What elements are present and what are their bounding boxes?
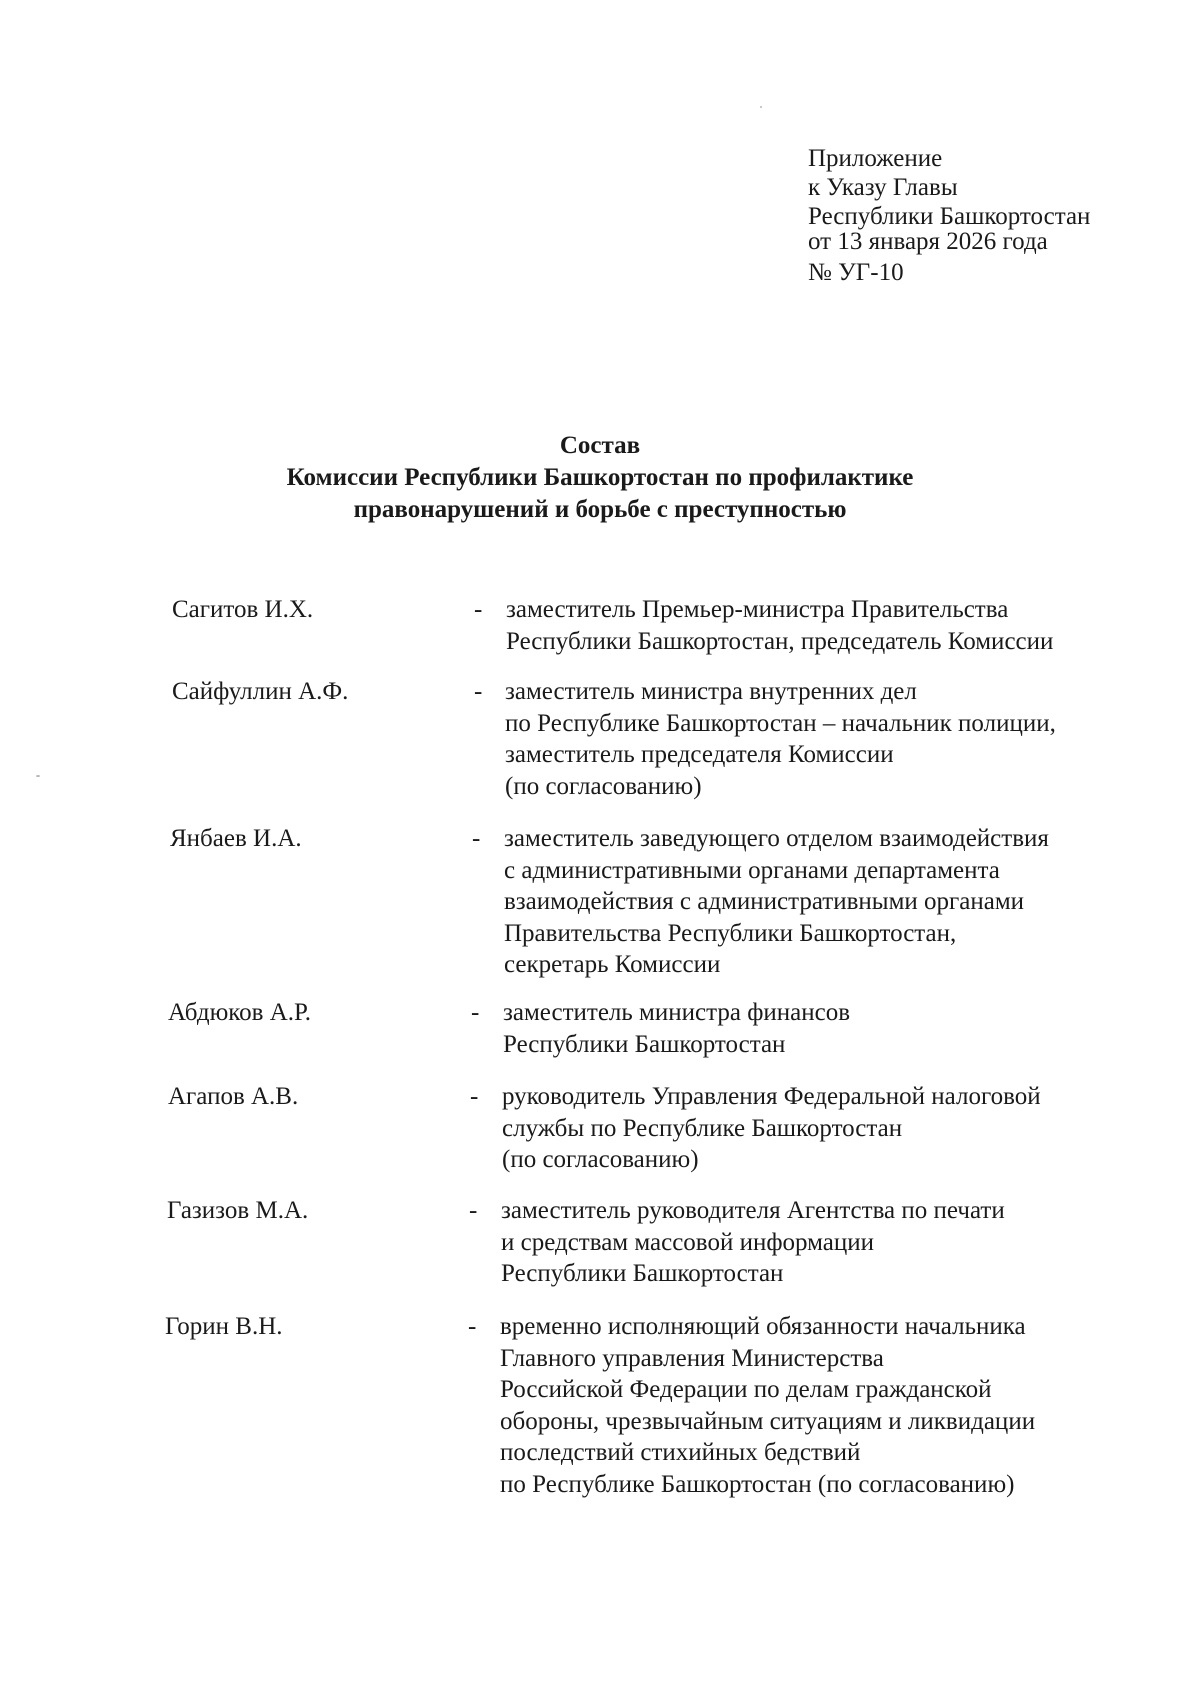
member-role-line: Главного управления Министерства bbox=[500, 1344, 884, 1372]
member-dash: - bbox=[469, 1197, 478, 1224]
member-role-line: Правительства Республики Башкортостан, bbox=[504, 919, 957, 947]
member-role-line: (по согласованию) bbox=[505, 772, 702, 800]
member-name: Горин В.Н. bbox=[165, 1313, 283, 1340]
member-role-line: и средствам массовой информации bbox=[501, 1228, 875, 1256]
member-role-line: по Республике Башкортостан (по согласованию) bbox=[500, 1470, 1015, 1498]
member-dash: - bbox=[474, 596, 483, 623]
title-line: Состав bbox=[559, 432, 641, 459]
member-role-line: с административными органами департамента bbox=[504, 856, 1000, 884]
member-name: Абдюков А.Р. bbox=[168, 999, 312, 1026]
member-role bbox=[500, 1311, 1035, 1500]
appendix-block bbox=[808, 144, 1090, 287]
title-line: Комиссии Республики Башкортостан по профилактике bbox=[286, 464, 914, 491]
member-role-line: последствий стихийных бедствий bbox=[500, 1439, 861, 1466]
member-name: Газизов М.А. bbox=[167, 1197, 309, 1224]
member-dash: - bbox=[472, 825, 481, 852]
appendix-line: к Указу Главы bbox=[808, 174, 958, 201]
member-role-line: Российской Федерации по делам гражданской bbox=[500, 1376, 992, 1403]
member-role bbox=[502, 1081, 1041, 1176]
member-role-line: (по согласованию) bbox=[502, 1146, 699, 1173]
member-name: Сайфуллин А.Ф. bbox=[172, 678, 349, 705]
member-dash: - bbox=[474, 678, 483, 705]
member-name: Сагитов И.Х. bbox=[172, 596, 314, 623]
member-role-line: секретарь Комиссии bbox=[504, 951, 721, 978]
member-dash: - bbox=[471, 999, 480, 1026]
member-role-line: заместитель министра внутренних дел bbox=[505, 678, 917, 705]
appendix-line: Приложение bbox=[808, 145, 943, 172]
member-role bbox=[505, 676, 1056, 802]
appendix-line: № УГ-10 bbox=[808, 259, 904, 286]
member-role bbox=[501, 1195, 1005, 1290]
member-role-line: взаимодействия с административными органами bbox=[504, 888, 1025, 915]
member-role-line: заместитель руководителя Агентства по печати bbox=[501, 1197, 1005, 1224]
member-role-line: Республики Башкортостан, председатель Комиссии bbox=[506, 627, 1054, 655]
member-role bbox=[506, 594, 1053, 657]
scan-speck bbox=[36, 775, 40, 777]
member-role-line: заместитель заведующего отделом взаимодействия bbox=[504, 825, 1049, 852]
member-role bbox=[503, 997, 850, 1060]
member-role-line: заместитель Премьер-министра Правительства bbox=[506, 596, 1009, 623]
member-name: Янбаев И.А. bbox=[170, 825, 302, 852]
scan-speck bbox=[760, 106, 762, 108]
member-role bbox=[504, 823, 1049, 981]
document-title bbox=[0, 430, 1200, 526]
member-role-line: службы по Республике Башкортостан bbox=[502, 1114, 903, 1142]
member-role-line: руководитель Управления Федеральной налоговой bbox=[502, 1083, 1041, 1110]
member-dash: - bbox=[470, 1083, 479, 1110]
title-line: правонарушений и борьбе с преступностью bbox=[353, 496, 847, 523]
member-role-line: Республики Башкортостан bbox=[503, 1030, 786, 1058]
member-role-line: по Республике Башкортостан – начальник полиции, bbox=[505, 709, 1056, 737]
member-role-line: заместитель министра финансов bbox=[503, 999, 851, 1026]
member-dash: - bbox=[468, 1313, 477, 1340]
member-role-line: временно исполняющий обязанности начальника bbox=[500, 1313, 1026, 1340]
member-role-line: обороны, чрезвычайным ситуациям и ликвидации bbox=[500, 1407, 1036, 1435]
member-role-line: Республики Башкортостан bbox=[501, 1260, 784, 1287]
appendix-line: от 13 января 2026 года bbox=[808, 228, 1048, 255]
member-role-line: заместитель председателя Комиссии bbox=[505, 741, 894, 768]
appendix-line: Республики Башкортостан bbox=[808, 203, 1091, 230]
member-name: Агапов А.В. bbox=[168, 1083, 299, 1110]
